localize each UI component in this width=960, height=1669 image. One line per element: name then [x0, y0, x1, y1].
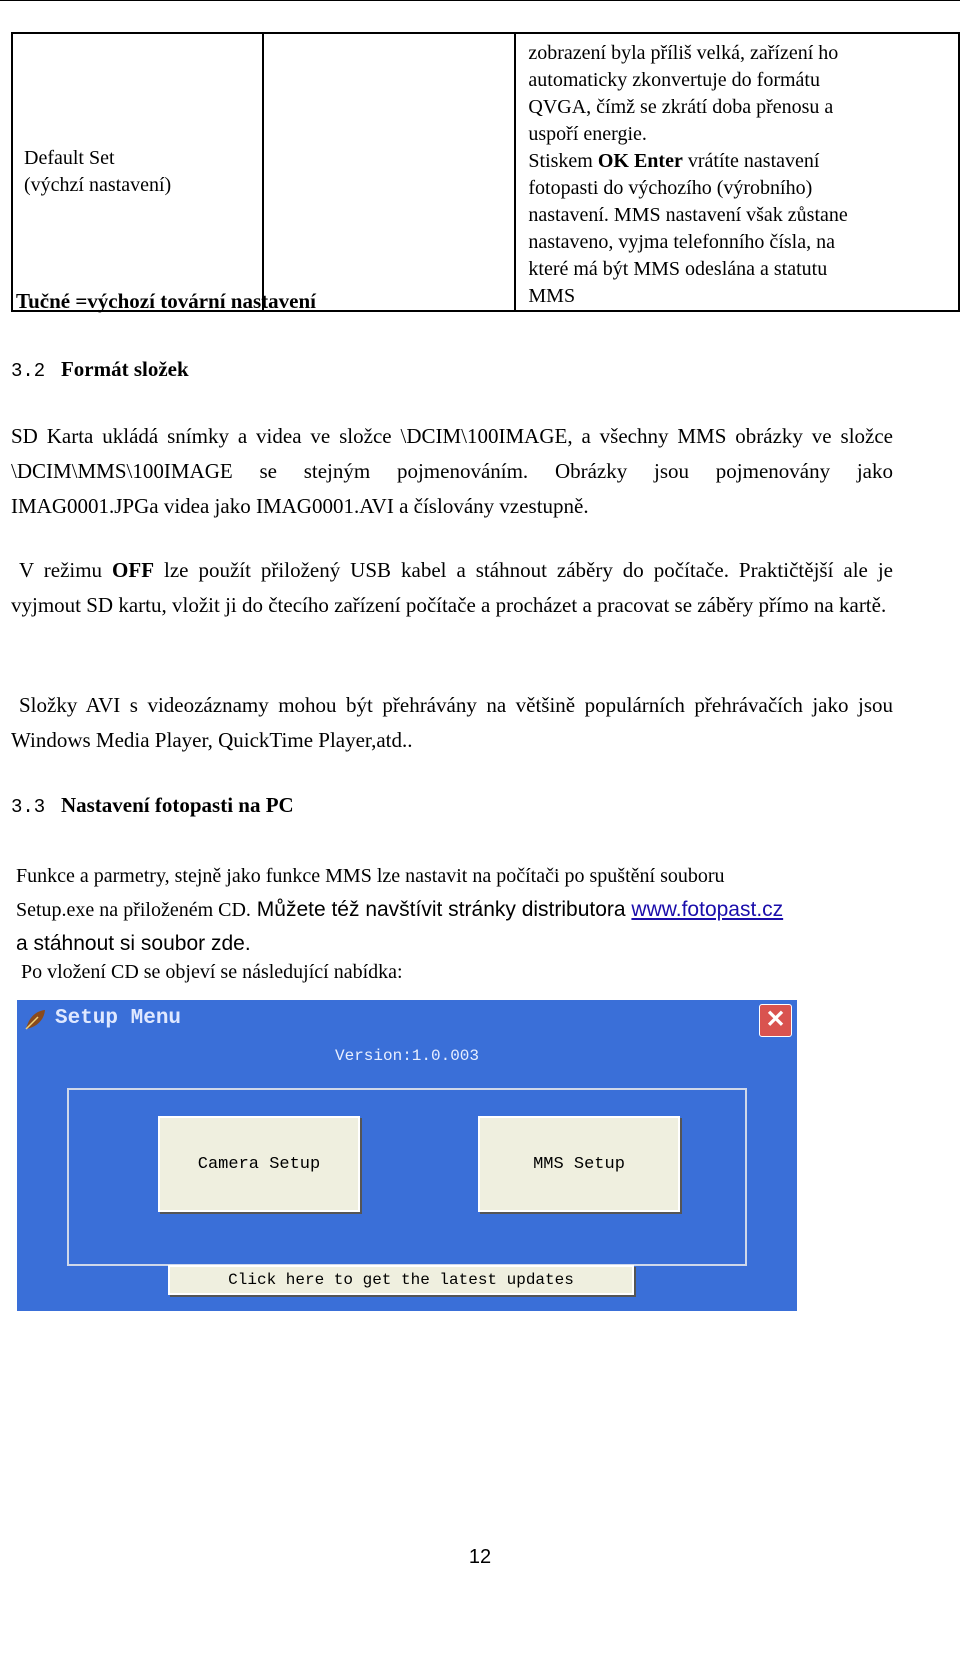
paragraph: Po vložení CD se objeví se následující nabídka:: [21, 961, 403, 983]
desc-text: Stiskem: [528, 150, 598, 172]
window-title: Setup Menu: [55, 1007, 182, 1030]
desc-line: MMS: [528, 285, 576, 307]
latest-updates-button[interactable]: Click here to get the latest updates: [168, 1265, 634, 1295]
section-title: Nastavení fotopasti na PC: [60, 793, 294, 817]
distributor-link[interactable]: www.fotopast.cz: [631, 898, 784, 921]
paragraph-text: Můžete též navštívit stránky distributora: [250, 898, 632, 921]
paragraph: [16, 860, 896, 960]
paragraph: Složky AVI s videozáznamy mohou být přehrávány na většině populárních přehrávačích jako jsou Windows Media Player, QuickTime Player,atd..: [11, 693, 893, 752]
off-mode-label: OFF: [112, 558, 155, 582]
paragraph-line: [16, 893, 896, 927]
paragraph-text: Setup.exe na přiloženém CD.: [16, 899, 251, 921]
setting-name-cz: (výchzí nastavení): [24, 174, 172, 196]
desc-line: nastaveno, vyjma telefonního čísla, na: [528, 231, 835, 253]
desc-line: automaticky zkonvertuje do formátu: [528, 69, 820, 91]
settings-table: [11, 32, 960, 312]
version-label: Version:1.0.003: [334, 1047, 480, 1065]
setting-name: Default Set: [24, 147, 115, 169]
app-leaf-icon: [23, 1008, 47, 1032]
paragraph-line: a stáhnout si soubor zde.: [16, 932, 251, 955]
setting-options-cell: [263, 33, 516, 311]
paragraph-line: Funkce a parmetry, stejně jako funkce MMS lze nastavit na počítači po spuštění souboru: [16, 865, 725, 887]
section-3-2-heading: [11, 357, 189, 382]
paragraph-text: V režimu: [19, 558, 113, 582]
setting-description-cell: [515, 33, 959, 311]
window-title-bar[interactable]: [17, 1000, 797, 1044]
mms-setup-button[interactable]: MMS Setup: [478, 1116, 680, 1212]
paragraph: SD Karta ukládá snímky a videa ve složce \DCIM\100IMAGE, a všechny MMS obrázky ve složce \DCIM\MMS\100IMAGE se stejným pojmenováním. Obrázky jsou pojmenovány jako IMAG0001.JPGa videa jako IMAG0001.AVI a číslovány vzestupně.: [11, 424, 893, 518]
ok-enter-label: OK Enter: [597, 150, 683, 172]
bold-default-note: Tučné =výchozí tovární nastavení: [16, 289, 316, 313]
paragraph: [11, 553, 893, 623]
desc-line: fotopasti do výchozího (výrobního): [528, 177, 813, 199]
desc-text: vrátíte nastavení: [682, 150, 820, 172]
paragraph-text: lze použít přiložený USB kabel a stáhnout záběry do počítače. Praktičtější ale je vyjmout SD kartu, vložit ji do čtecího zařízení počítače a procházet a pracovat se záběry přímo na kartě.: [11, 558, 893, 617]
section-number: 3.2: [11, 360, 46, 382]
desc-line: [528, 148, 948, 175]
section-title: Formát složek: [60, 357, 189, 381]
camera-setup-button[interactable]: Camera Setup: [158, 1116, 360, 1212]
setting-name-cell: [12, 33, 263, 311]
desc-line: zobrazení byla příliš velká, zařízení ho: [528, 42, 839, 64]
desc-line: QVGA, čímž se zkrátí doba přenosu a: [528, 96, 834, 118]
top-rule: [0, 0, 960, 1]
setup-menu-window: [17, 1000, 797, 1311]
page-number: 12: [468, 1546, 492, 1568]
desc-line: nastavení. MMS nastavení však zůstane: [528, 204, 848, 226]
desc-line: které má být MMS odeslána a statutu: [528, 258, 828, 280]
desc-line: uspoří energie.: [528, 123, 647, 145]
section-number: 3.3: [11, 796, 46, 818]
close-button[interactable]: ✕: [759, 1004, 792, 1037]
table-row: [12, 33, 959, 311]
section-3-3-heading: [11, 793, 294, 818]
